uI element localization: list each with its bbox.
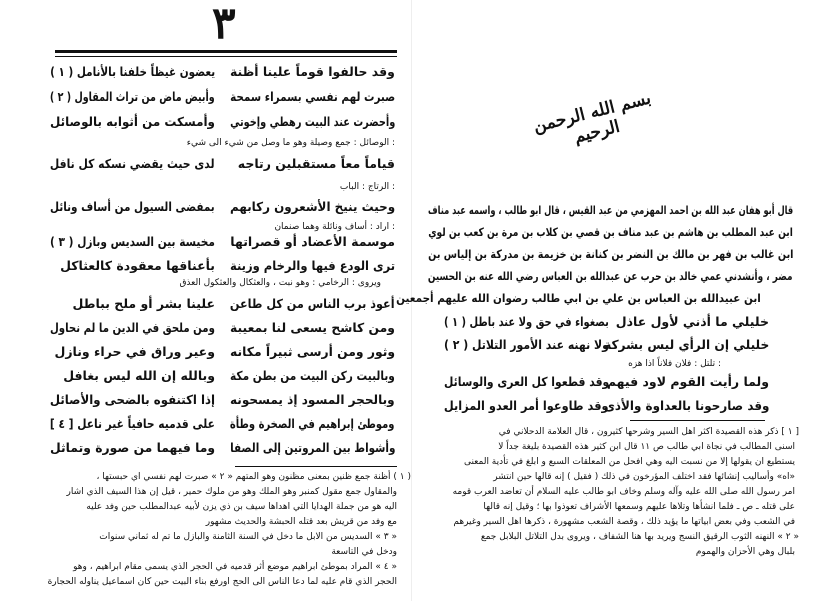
basmala-calligraphy: بسم الله الرحمن الرحيم [531,88,653,148]
verse-second-hemistich: بمفضى السيول من أساف ونائل [50,199,215,214]
footnote-line: على قتله ـ ص ـ فلما انشأها وتلاها عليهم وسمعها الأشراف تعوذوا بها ؛ وقيل إنه قالها [483,502,795,512]
verse-first-hemistich: أعوذ برب الناس من كل طاعن [230,296,395,311]
verse-second-hemistich: وعير وراق في حراء ونازل [54,344,215,359]
footnote-line: امر رسول الله صلى الله عليه وآله وسلم وخاف ابو طالب عليه السلام أن تعاضد العرب قومه [452,487,795,497]
verse-first-hemistich: قياماً معاً مستقبلين رتاجه [237,156,395,171]
verse-first-hemistich: خليلي ما أذني لأول عاذل [615,314,769,329]
verse-second-hemistich: يعضون غيظاً خلفنا بالأنامل ( ١ ) [49,64,215,79]
verse-first-hemistich: وثور ومن أرسى ثبيراً مكانه [229,344,395,359]
verse-first-hemistich: وبالحجر المسود إذ يمسحونه [230,392,395,407]
footnote-line: « ٤ » المراد بموطئ ابراهيم موضع أثر قدميه في الحجر الذي يسمى مقام ابراهيم ، وهو [73,562,397,572]
verse-first-hemistich: وحيث ينيخ الأشعرون ركابهم [229,199,395,214]
header-rule-thin [55,56,397,57]
verse-first-hemistich: ترى الودع فيها والرخام وزينة [229,258,395,273]
gloss-line: : الرتاج : الباب [339,182,395,192]
verse-second-hemistich: مخيسة بين السديس وبازل ( ٣ ) [50,234,215,249]
footnote-line: « ٢ » النهنه الثوب الرقيق النسج ويريد بها هنا الشفاف ، ويروى بدل التلاتل البلابل جمع [480,532,799,542]
verse-second-hemistich: بأعناقها معقودة كالعثاكل [60,258,215,273]
verse-second-hemistich: إذا اكتنفوه بالضحى والأصائل [49,392,215,407]
header-double-rule [55,50,397,53]
verse-first-hemistich: ومن كاشح يسعى لنا بمعيبة [230,320,395,335]
verse-second-hemistich: ولا نهنه عند الأمور التلاتل ( ٢ ) [444,337,609,352]
footnote-line: «اه» وأساليب إنشائها فقد اختلف المؤرخون في ذلك ( فقيل ) إنه قالها حين انتشر [493,472,795,482]
verse-first-hemistich: موسمة الأعضاد أو قصراتها [230,234,395,249]
prose-line: مضر ، وأنشدني عمي خالد بن حرب عن عبدالله بن العباس رضي الله عنه بن الحسين [428,269,793,283]
footnote-separator [630,420,765,421]
footnote-line: بلبال وهي الأحزان والهموم [695,547,795,557]
verse-second-hemistich: لدى حيث يقضي نسكه كل نافل [50,156,215,171]
verse-second-hemistich: وأبيض ماض من تراث المقاول ( ٢ ) [50,89,215,104]
verse-first-hemistich: وبالبيت ركن البيت من بطن مكة [230,368,395,383]
verse-second-hemistich: وقد طاوعوا أمر العدو المزايل [444,398,609,413]
footnote-line: يستطيع ان يقولها إلا من نسبت اليه وهي افحل من المعلقات السبع و ابلغ في تأدية المعنى [463,457,795,467]
footnote-line: الحجر الذي قام عليه لما دعا الناس الى الحج اورفع بناء البيت حين كان اسماعيل يناوله الحجارة [47,577,397,587]
page-number: ٣ [212,0,236,49]
verse-first-hemistich: وأحضرت عند البيت رهطي وإخوتي [229,114,395,129]
prose-line: ابن عبد المطلب بن هاشم بن عبد مناف بن قصي بن كلاب بن مرة بن كعب بن لوي [428,225,793,239]
verse-second-hemistich: علينا بشر أو ملح بباطل [72,296,215,311]
footnote-line: مع وفد من قريش بعد قتله الحبشة والحديث مشهور [205,517,397,527]
verse-second-hemistich: وبالله إن الله ليس بغافل [63,368,215,383]
gloss-line: : تلتل : فلان فلاناً اذا هزه [628,359,721,369]
footnote-line: ( ١ ) أظنة جمع ظنين بمعنى مظنون وهو المتهم « ٢ » صبرت لهم نفسي اي حبستها ، [96,472,411,482]
footnote-line: والمقاول جمع مقول كمنبر وهو الملك وهو من ملوك حمير ، قيل إن هذا السيف الذي اشار [66,487,397,497]
verse-first-hemistich: وقد حالفوا قوماً علينا أظنة [230,64,395,79]
verse-first-hemistich: وقد صارحونا بالعداوة والأذى [603,398,769,413]
gloss-line: ويروى : الرخامي : وهو نبت ، والعثكال والعثكول العذق [179,278,381,288]
verse-second-hemistich: وقد قطعوا كل العرى والوسائل [443,374,609,389]
verse-first-hemistich: خليلي إن الرأي ليس بشركة [603,337,769,352]
verse-first-hemistich: وأشواط بين المروتين إلى الصفا [229,440,395,455]
prose-line: قال أبو هفان عبد الله بن احمد المهزمي من عبد القيس ، قال ابو طالب ، واسمه عبد مناف [427,203,793,217]
footnote-line: [ ١ ] ذكر هذه القصيدة اكثر اهل السير وشرحها كثيرون ، قال العلامة الدحلاني في [498,427,799,437]
verse-second-hemistich: على قدميه حافياً غير ناعل [ ٤ ] [50,416,215,431]
gloss-line: : الوصائل : جمع وصيلة وهو ما وصل من شيء الى شيء [186,138,395,148]
gloss-line: : اراد : أساف ونائلة وهما صنمان [274,222,395,232]
verse-second-hemistich: وأمسكت من أثوابه بالوصائل [49,114,215,129]
footnote-line: اليه هو من جملة الهدايا التي اهداها سيف بن ذي يزن لأبيه عبدالمطلب حين وفد عليه [86,502,397,512]
prose-line: ابن عبيدالله بن العباس بن علي بن ابي طالب رضوان الله عليهم أجمعين [396,291,761,305]
footnote-line: ودخل في التاسعة [331,547,397,557]
verse-first-hemistich: وموطئ إبراهيم في الصخرة وطأة [230,416,395,431]
verse-second-hemistich: بصغواء في حق ولا عند باطل ( ١ ) [444,314,609,329]
prose-line: ابن غالب بن فهر بن مالك بن النضر بن كنانة بن خزيمة بن مدركة بن إلياس بن [427,247,793,261]
verse-second-hemistich: ومن ملحق في الدين ما لم نحاول [50,320,215,335]
footnote-line: « ٣ » السديس من الابل ما دخل في السنة الثامنة والبازل ما تم له ثماني سنوات [99,532,397,542]
footnote-line: في الشعب وفي بعض ابياتها ما يؤيد ذلك ، وقصة الشعب مشهورة ، ذكرها اهل السير وغيرهم [453,517,795,527]
verse-first-hemistich: ولما رأيت القوم لاود فيهم [606,374,769,389]
footnote-line: اسنى المطالب في نجاة ابي طالب ص ١١ قال ابن كثير هذه القصيدة بليغة جداً لا [498,442,795,452]
verse-first-hemistich: صبرت لهم نفسي بسمراء سمحة [229,89,395,104]
footnote-separator [235,466,397,467]
verse-second-hemistich: وما فيهما من صورة وتماثل [49,440,215,455]
